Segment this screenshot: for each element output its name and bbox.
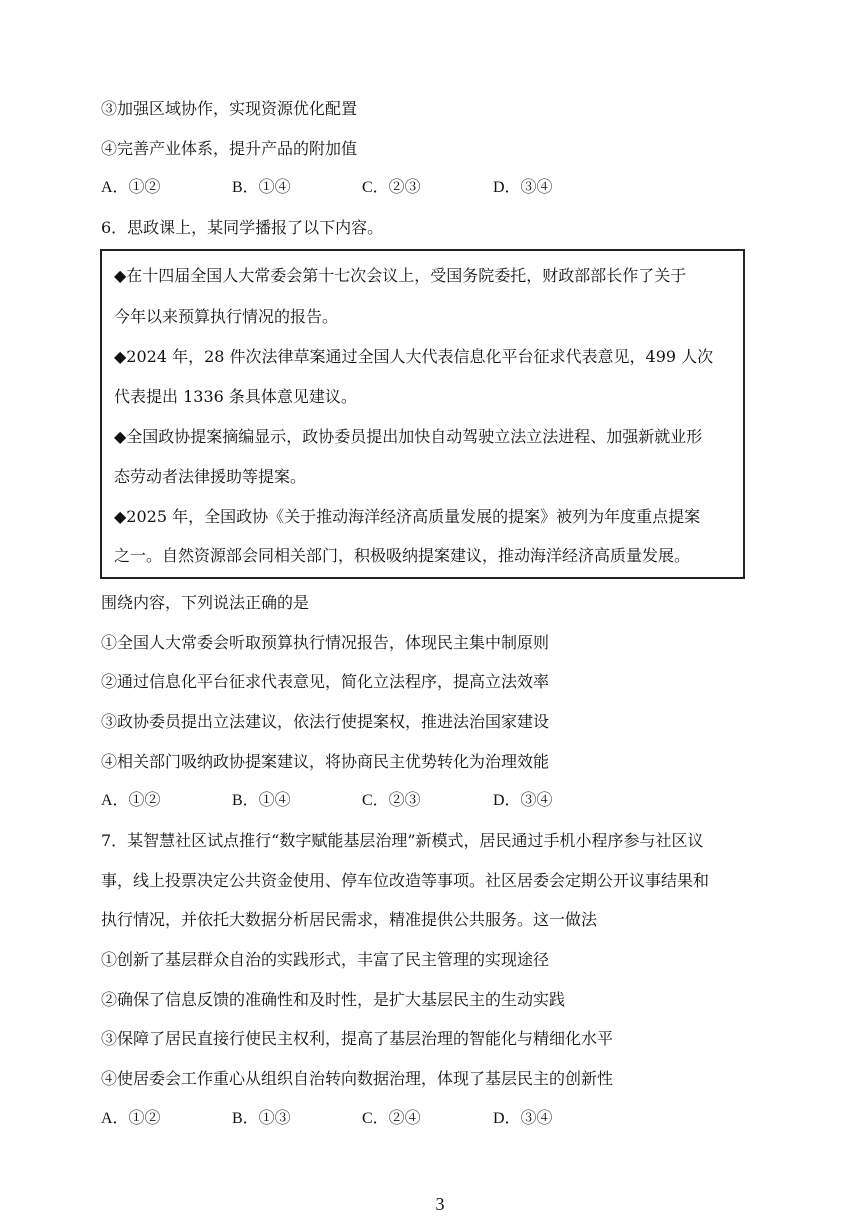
q6-item-3: ③政协委员提出立法建议，依法行使提案权，推进法治国家建设 — [101, 712, 550, 731]
q7-item-1: ①创新了基层群众自治的实践形式，丰富了民主管理的实现途径 — [101, 950, 550, 969]
q6-material-line: 代表提出 1336 条具体意见建议。 — [114, 387, 357, 406]
q7-options — [101, 1108, 601, 1130]
q6-material-line: ◆2024 年，28 件次法律草案通过全国人大代表信息化平台征求代表意见，499 人次 — [114, 347, 714, 366]
q6-stem: 6．思政课上，某同学播报了以下内容。 — [101, 218, 384, 237]
q7-option-b: B．①③ — [232, 1110, 291, 1127]
q5-item-3: ③加强区域协作，实现资源优化配置 — [101, 99, 358, 118]
q6-option-c: C．②③ — [362, 792, 421, 809]
q6-material-line: ◆2025 年，全国政协《关于推动海洋经济高质量发展的提案》被列为年度重点提案 — [114, 507, 701, 526]
q6-material-line: 之一。自然资源部会同相关部门，积极吸纳提案建议，推动海洋经济高质量发展。 — [114, 546, 691, 565]
q7-stem-line-3: 执行情况，并依托大数据分析居民需求，精准提供公共服务。这一做法 — [101, 910, 598, 929]
q5-option-a: A．①② — [101, 179, 161, 196]
q6-material-line: 态劳动者法律援助等提案。 — [114, 467, 307, 486]
q6-material-box — [100, 249, 745, 579]
q7-stem-line-2: 事，线上投票决定公共资金使用、停车位改造等事项。社区居委会定期公开议事结果和 — [101, 871, 710, 890]
q6-prompt: 围绕内容，下列说法正确的是 — [101, 593, 310, 612]
q7-item-2: ②确保了信息反馈的准确性和及时性，是扩大基层民主的生动实践 — [101, 990, 566, 1009]
q6-option-b: B．①④ — [232, 792, 291, 809]
q6-option-d: D．③④ — [493, 792, 553, 809]
q7-option-c: C．②④ — [362, 1110, 421, 1127]
q6-material-line: ◆在十四届全国人大常委会第十七次会议上，受国务院委托，财政部部长作了关于 — [114, 266, 687, 285]
q6-option-a: A．①② — [101, 792, 161, 809]
q7-option-a: A．①② — [101, 1110, 161, 1127]
q6-options — [101, 790, 601, 812]
q7-stem-line-1: 7．某智慧社区试点推行“数字赋能基层治理”新模式，居民通过手机小程序参与社区议 — [101, 831, 704, 850]
q5-option-c: C．②③ — [362, 179, 421, 196]
q7-option-d: D．③④ — [493, 1110, 553, 1127]
q5-option-b: B．①④ — [232, 179, 291, 196]
page-number: 3 — [435, 1194, 445, 1214]
q6-material-line: 今年以来预算执行情况的报告。 — [114, 307, 339, 326]
q6-item-4: ④相关部门吸纳政协提案建议，将协商民主优势转化为治理效能 — [101, 752, 550, 771]
q6-item-1: ①全国人大常委会听取预算执行情况报告，体现民主集中制原则 — [101, 633, 550, 652]
q5-item-4: ④完善产业体系，提升产品的附加值 — [101, 139, 358, 158]
q5-option-d: D．③④ — [493, 179, 553, 196]
q6-item-2: ②通过信息化平台征求代表意见，简化立法程序，提高立法效率 — [101, 672, 550, 691]
q5-options — [101, 177, 601, 199]
q6-material-line: ◆全国政协提案摘编显示，政协委员提出加快自动驾驶立法立法进程、加强新就业形 — [114, 427, 703, 446]
q7-item-4: ④使居委会工作重心从组织自治转向数据治理，体现了基层民主的创新性 — [101, 1069, 614, 1088]
q7-item-3: ③保障了居民直接行使民主权利，提高了基层治理的智能化与精细化水平 — [101, 1029, 614, 1048]
